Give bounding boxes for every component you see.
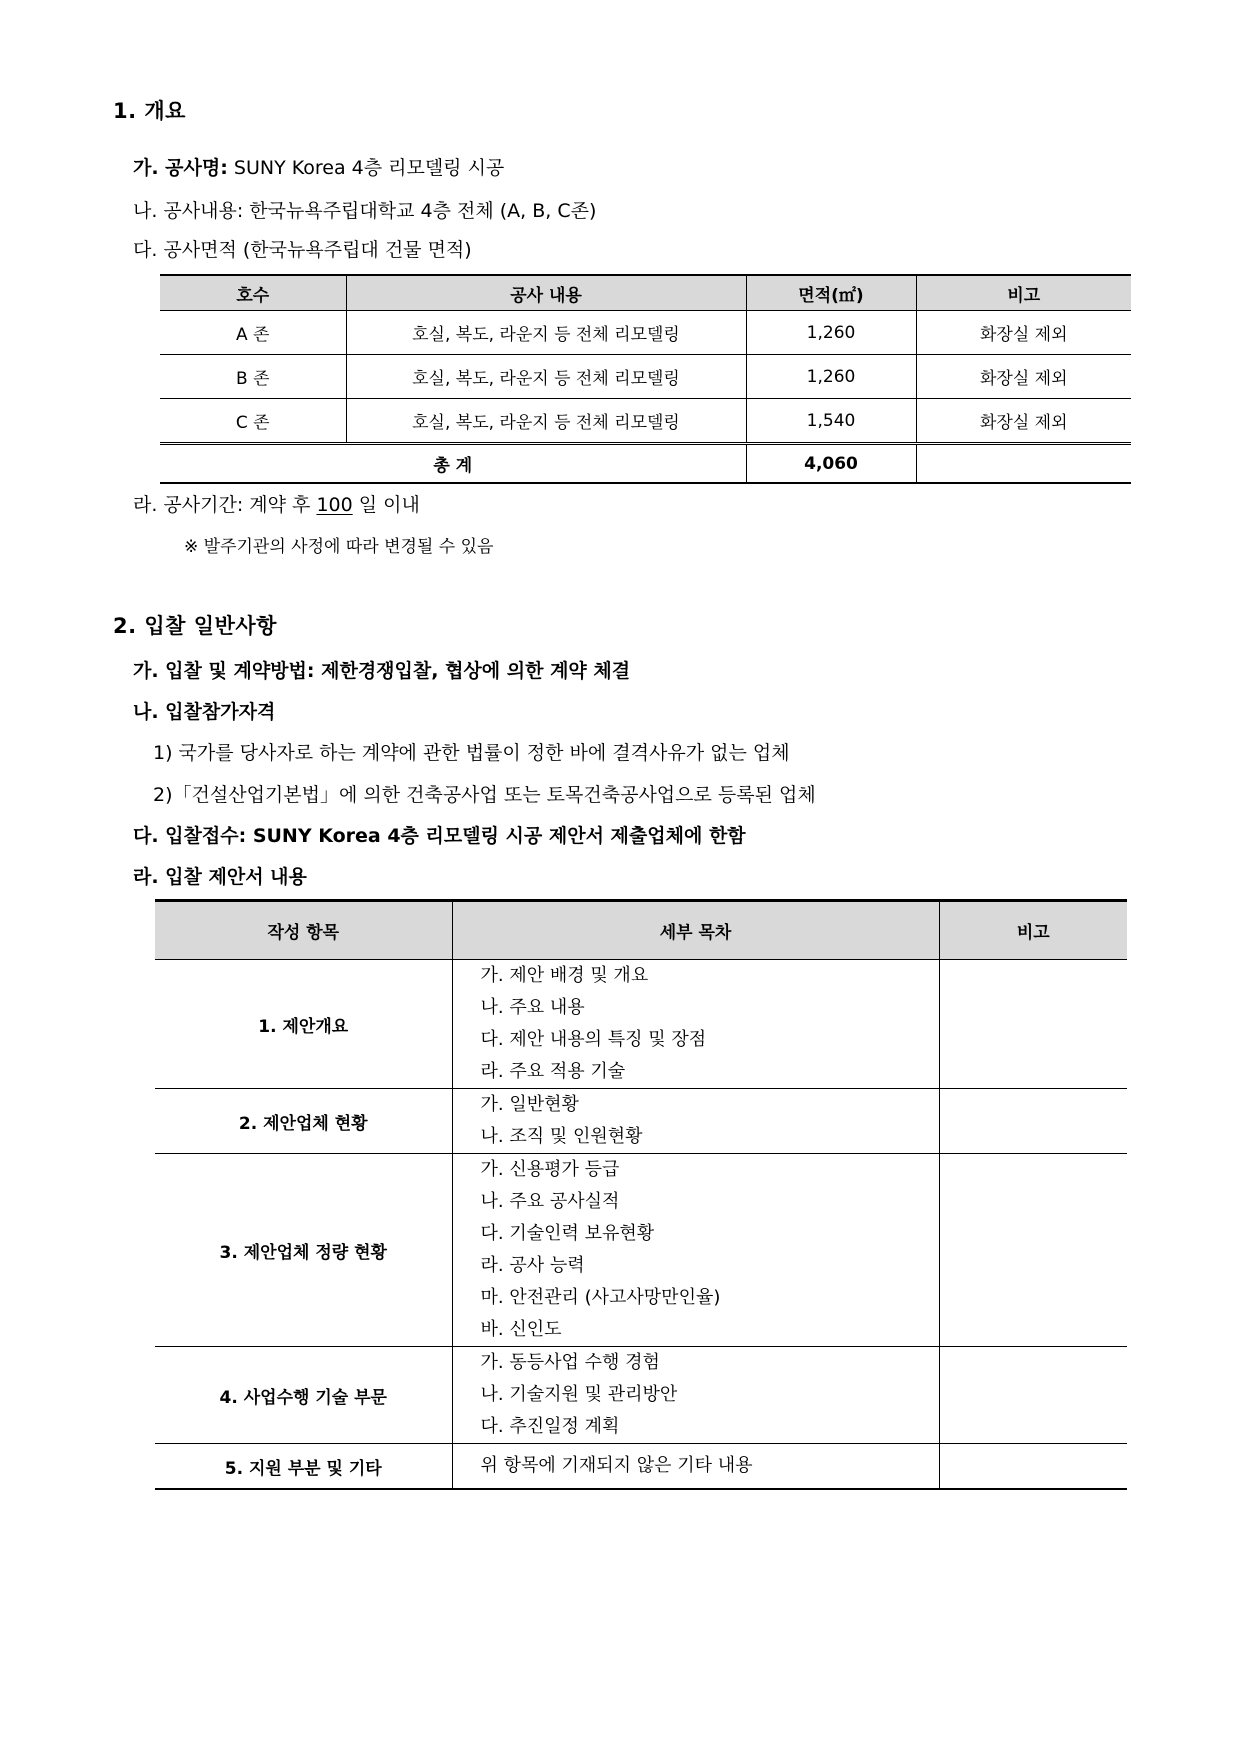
details-cell xyxy=(452,1444,939,1490)
bid-qualification-heading: 나. 입찰참가자격 xyxy=(133,701,276,723)
header-item: 작성 항목 xyxy=(155,901,452,960)
header-details: 세부 목차 xyxy=(452,901,939,960)
area-cell: 1,540 xyxy=(746,399,916,444)
total-label: 총 계 xyxy=(160,444,746,484)
project-period-line xyxy=(133,490,420,517)
area-table-header xyxy=(160,275,1131,311)
table-row xyxy=(155,1089,1127,1154)
total-row xyxy=(160,444,1131,484)
details-cell xyxy=(452,1154,939,1347)
content-cell: 호실, 복도, 라운지 등 전체 리모델링 xyxy=(346,355,746,399)
detail-line: 가. 일반현황 xyxy=(480,1094,579,1115)
item-cell: 3. 제안업체 정량 현황 xyxy=(155,1154,452,1347)
header-area: 면적(㎡) xyxy=(746,275,916,311)
table-row xyxy=(160,355,1131,399)
section-2-heading: 2. 입찰 일반사항 xyxy=(113,614,277,638)
table-row xyxy=(155,960,1127,1089)
period-prefix: 라. 공사기간: 계약 후 xyxy=(133,494,317,516)
period-suffix: 일 이내 xyxy=(352,494,420,516)
header-note: 비고 xyxy=(916,275,1131,311)
item-cell: 4. 사업수행 기술 부문 xyxy=(155,1347,452,1444)
detail-line: 나. 주요 내용 xyxy=(480,997,585,1018)
note-cell xyxy=(939,1444,1127,1490)
zone-cell: A 존 xyxy=(160,311,346,355)
table-row xyxy=(155,1154,1127,1347)
project-content-line: 나. 공사내용: 한국뉴욕주립대학교 4층 전체 (A, B, C존) xyxy=(133,200,597,222)
note-cell xyxy=(939,1347,1127,1444)
table-row xyxy=(160,311,1131,355)
area-cell: 1,260 xyxy=(746,311,916,355)
header-note: 비고 xyxy=(939,901,1127,960)
qualification-2: 2)「건설산업기본법」에 의한 건축공사업 또는 토목건축공사업으로 등록된 업체 xyxy=(153,784,816,806)
zone-cell: C 존 xyxy=(160,399,346,444)
period-note: ※ 발주기관의 사정에 따라 변경될 수 있음 xyxy=(184,537,494,557)
item-cell: 5. 지원 부분 및 기타 xyxy=(155,1444,452,1490)
proposal-table xyxy=(155,899,1127,1490)
area-cell: 1,260 xyxy=(746,355,916,399)
note-cell: 화장실 제외 xyxy=(916,311,1131,355)
detail-line: 라. 주요 적용 기술 xyxy=(480,1061,626,1082)
note-cell xyxy=(939,1154,1127,1347)
bid-method-line: 가. 입찰 및 계약방법: 제한경쟁입찰, 협상에 의한 계약 체결 xyxy=(133,660,631,682)
detail-line: 나. 조직 및 인원현황 xyxy=(480,1126,643,1147)
proposal-table-header xyxy=(155,901,1127,960)
detail-line: 위 항목에 기재되지 않은 기타 내용 xyxy=(480,1455,753,1476)
detail-line: 가. 제안 배경 및 개요 xyxy=(480,965,649,986)
detail-line: 나. 주요 공사실적 xyxy=(480,1191,620,1212)
header-content: 공사 내용 xyxy=(346,275,746,311)
note-cell xyxy=(939,960,1127,1089)
bid-submission-line: 다. 입찰접수: SUNY Korea 4층 리모델링 시공 제안서 제출업체에 한함 xyxy=(133,825,746,847)
section-1-heading: 1. 개요 xyxy=(113,99,186,123)
detail-line: 라. 공사 능력 xyxy=(480,1255,585,1276)
detail-line: 바. 신인도 xyxy=(480,1319,562,1340)
detail-line: 가. 신용평가 등급 xyxy=(480,1159,620,1180)
note-cell xyxy=(939,1089,1127,1154)
detail-line: 마. 안전관리 (사고사망만인율) xyxy=(480,1287,721,1308)
table-row xyxy=(155,1444,1127,1490)
total-area: 4,060 xyxy=(746,444,916,484)
detail-line: 다. 제안 내용의 특징 및 장점 xyxy=(480,1029,707,1050)
project-name-label: 가. 공사명: xyxy=(133,157,228,179)
detail-line: 가. 동등사업 수행 경험 xyxy=(480,1352,660,1373)
total-note xyxy=(916,444,1131,484)
zone-cell: B 존 xyxy=(160,355,346,399)
details-cell xyxy=(452,960,939,1089)
proposal-content-heading: 라. 입찰 제안서 내용 xyxy=(133,866,307,888)
detail-line: 다. 추진일정 계획 xyxy=(480,1416,620,1437)
detail-line: 다. 기술인력 보유현황 xyxy=(480,1223,655,1244)
note-cell: 화장실 제외 xyxy=(916,355,1131,399)
note-cell: 화장실 제외 xyxy=(916,399,1131,444)
content-cell: 호실, 복도, 라운지 등 전체 리모델링 xyxy=(346,399,746,444)
table-row xyxy=(155,1347,1127,1444)
header-zone: 호수 xyxy=(160,275,346,311)
area-table xyxy=(160,274,1131,484)
period-days: 100 xyxy=(316,494,353,516)
project-name-value: SUNY Korea 4층 리모델링 시공 xyxy=(227,157,505,179)
item-cell: 2. 제안업체 현황 xyxy=(155,1089,452,1154)
project-area-line: 다. 공사면적 (한국뉴욕주립대 건물 면적) xyxy=(133,239,472,261)
details-cell xyxy=(452,1089,939,1154)
item-cell: 1. 제안개요 xyxy=(155,960,452,1089)
content-cell: 호실, 복도, 라운지 등 전체 리모델링 xyxy=(346,311,746,355)
details-cell xyxy=(452,1347,939,1444)
table-row xyxy=(160,399,1131,444)
detail-line: 나. 기술지원 및 관리방안 xyxy=(480,1384,678,1405)
qualification-1: 1) 국가를 당사자로 하는 계약에 관한 법률이 정한 바에 결격사유가 없는 업체 xyxy=(153,742,790,764)
project-name-line xyxy=(133,153,504,180)
